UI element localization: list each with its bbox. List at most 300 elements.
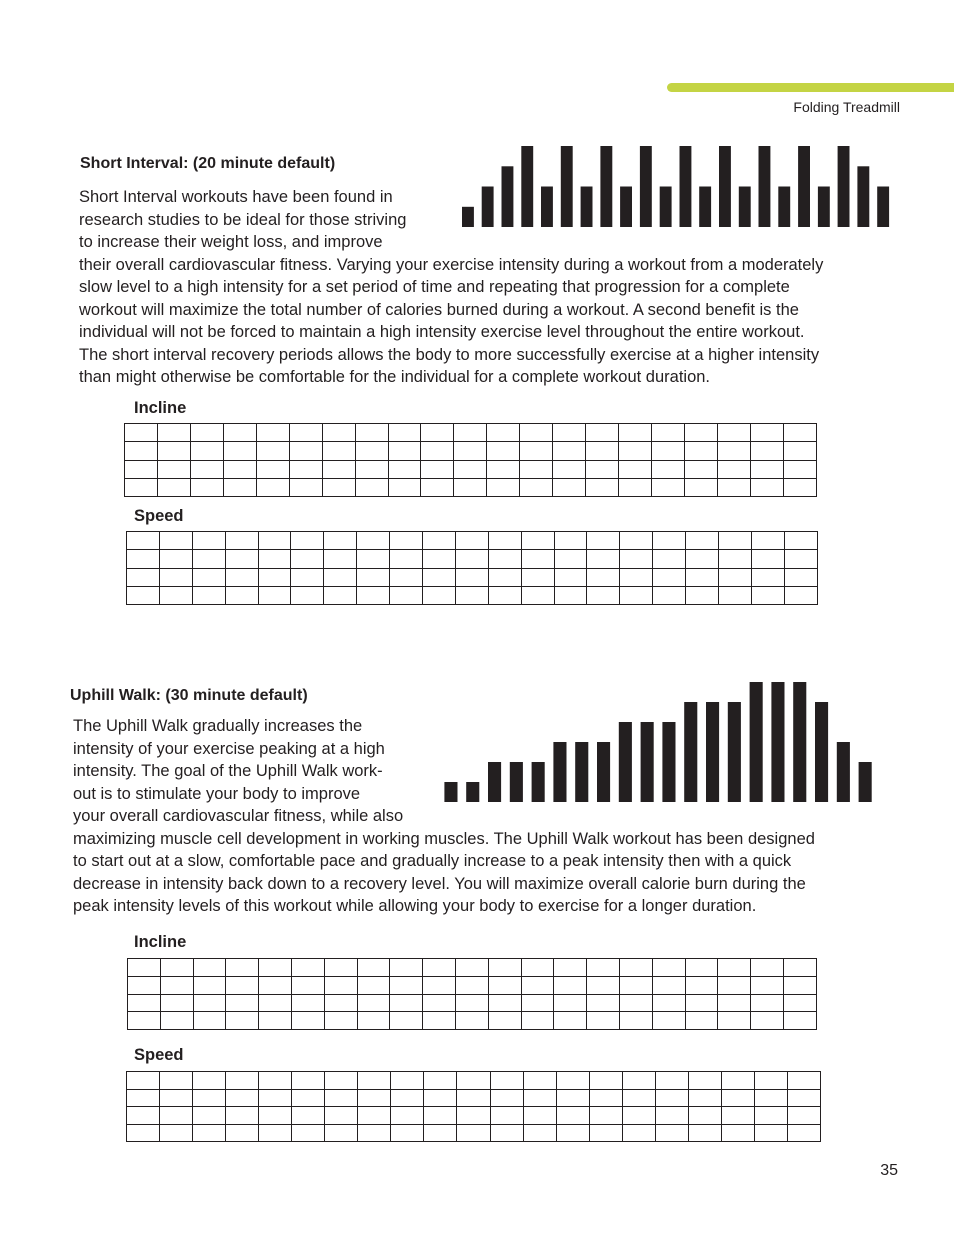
grid-cell[interactable] [490,1124,523,1142]
grid-cell[interactable] [355,442,388,460]
grid-cell[interactable] [589,1107,622,1125]
grid-cell[interactable] [622,1072,655,1090]
grid-cell[interactable] [390,959,423,977]
grid-cell[interactable] [586,460,619,478]
grid-cell[interactable] [421,442,454,460]
grid-cell[interactable] [423,568,456,586]
grid-cell[interactable] [357,1012,390,1030]
grid-cell[interactable] [390,994,423,1012]
grid-cell[interactable] [619,460,652,478]
grid-cell[interactable] [423,586,456,604]
grid-cell[interactable] [157,460,190,478]
grid-cell[interactable] [454,478,487,496]
grid-cell[interactable] [160,1107,193,1125]
grid-cell[interactable] [127,586,160,604]
grid-cell[interactable] [258,568,291,586]
grid-cell[interactable] [225,568,258,586]
grid-cell[interactable] [258,532,291,550]
grid-cell[interactable] [291,568,324,586]
grid-cell[interactable] [322,424,355,442]
grid-cell[interactable] [160,1089,193,1107]
grid-cell[interactable] [193,1072,226,1090]
grid-cell[interactable] [523,1089,556,1107]
grid-cell[interactable] [455,532,488,550]
grid-cell[interactable] [553,442,586,460]
grid-cell[interactable] [520,478,553,496]
grid-cell[interactable] [390,532,423,550]
grid-cell[interactable] [751,959,784,977]
grid-cell[interactable] [620,532,653,550]
grid-cell[interactable] [589,1089,622,1107]
grid-cell[interactable] [457,1124,490,1142]
grid-cell[interactable] [457,1089,490,1107]
grid-cell[interactable] [128,994,161,1012]
grid-cell[interactable] [256,460,289,478]
grid-cell[interactable] [455,550,488,568]
grid-cell[interactable] [684,460,717,478]
grid-cell[interactable] [390,976,423,994]
grid-cell[interactable] [325,1072,358,1090]
grid-cell[interactable] [488,959,521,977]
grid-cell[interactable] [226,959,259,977]
grid-cell[interactable] [190,460,223,478]
grid-cell[interactable] [159,532,192,550]
grid-cell[interactable] [488,1012,521,1030]
grid-cell[interactable] [289,424,322,442]
grid-cell[interactable] [523,1124,556,1142]
grid-cell[interactable] [586,442,619,460]
grid-cell[interactable] [553,460,586,478]
grid-cell[interactable] [127,532,160,550]
grid-cell[interactable] [390,586,423,604]
grid-cell[interactable] [718,959,751,977]
grid-cell[interactable] [390,550,423,568]
grid-cell[interactable] [718,994,751,1012]
grid-cell[interactable] [358,1072,391,1090]
grid-cell[interactable] [783,976,816,994]
grid-cell[interactable] [457,1072,490,1090]
grid-cell[interactable] [655,1107,688,1125]
grid-cell[interactable] [256,478,289,496]
grid-cell[interactable] [783,442,816,460]
grid-cell[interactable] [686,532,719,550]
grid-cell[interactable] [554,550,587,568]
grid-cell[interactable] [127,550,160,568]
grid-cell[interactable] [620,568,653,586]
grid-cell[interactable] [259,1072,292,1090]
grid-cell[interactable] [423,994,456,1012]
grid-cell[interactable] [391,1072,424,1090]
grid-cell[interactable] [718,1012,751,1030]
grid-cell[interactable] [128,959,161,977]
grid-cell[interactable] [291,532,324,550]
grid-cell[interactable] [556,1089,589,1107]
grid-cell[interactable] [686,586,719,604]
grid-cell[interactable] [259,1107,292,1125]
grid-cell[interactable] [226,1107,259,1125]
grid-cell[interactable] [160,959,193,977]
grid-cell[interactable] [325,1107,358,1125]
grid-cell[interactable] [291,550,324,568]
grid-cell[interactable] [259,994,292,1012]
grid-cell[interactable] [719,586,752,604]
grid-cell[interactable] [784,568,817,586]
grid-cell[interactable] [688,1107,721,1125]
grid-cell[interactable] [652,460,685,478]
grid-cell[interactable] [355,478,388,496]
grid-cell[interactable] [488,550,521,568]
grid-cell[interactable] [289,478,322,496]
grid-cell[interactable] [455,959,488,977]
grid-cell[interactable] [322,460,355,478]
grid-cell[interactable] [622,1124,655,1142]
grid-cell[interactable] [717,442,750,460]
grid-cell[interactable] [226,994,259,1012]
grid-cell[interactable] [652,959,685,977]
grid-cell[interactable] [325,1124,358,1142]
grid-cell[interactable] [292,1124,325,1142]
grid-cell[interactable] [423,1012,456,1030]
grid-cell[interactable] [587,532,620,550]
grid-cell[interactable] [125,460,158,478]
grid-cell[interactable] [521,532,554,550]
grid-cell[interactable] [193,976,226,994]
grid-cell[interactable] [357,586,390,604]
grid-cell[interactable] [750,424,783,442]
grid-cell[interactable] [488,976,521,994]
grid-cell[interactable] [324,586,357,604]
grid-cell[interactable] [289,460,322,478]
grid-cell[interactable] [521,568,554,586]
grid-cell[interactable] [721,1124,754,1142]
grid-cell[interactable] [783,478,816,496]
grid-cell[interactable] [490,1107,523,1125]
grid-cell[interactable] [259,959,292,977]
grid-cell[interactable] [488,586,521,604]
grid-cell[interactable] [652,442,685,460]
grid-cell[interactable] [554,1012,587,1030]
grid-cell[interactable] [192,568,225,586]
grid-cell[interactable] [652,976,685,994]
grid-cell[interactable] [750,460,783,478]
grid-cell[interactable] [259,976,292,994]
grid-cell[interactable] [750,442,783,460]
grid-cell[interactable] [160,976,193,994]
grid-cell[interactable] [192,532,225,550]
grid-cell[interactable] [520,460,553,478]
grid-cell[interactable] [127,1107,160,1125]
grid-cell[interactable] [487,442,520,460]
grid-cell[interactable] [520,424,553,442]
grid-cell[interactable] [784,532,817,550]
grid-cell[interactable] [157,478,190,496]
grid-cell[interactable] [454,424,487,442]
grid-cell[interactable] [653,532,686,550]
grid-cell[interactable] [322,478,355,496]
grid-cell[interactable] [190,478,223,496]
grid-cell[interactable] [554,532,587,550]
grid-cell[interactable] [717,424,750,442]
grid-cell[interactable] [721,1089,754,1107]
grid-cell[interactable] [554,586,587,604]
grid-cell[interactable] [554,959,587,977]
grid-cell[interactable] [487,478,520,496]
grid-cell[interactable] [719,550,752,568]
grid-cell[interactable] [787,1124,820,1142]
grid-cell[interactable] [125,442,158,460]
grid-cell[interactable] [125,424,158,442]
grid-cell[interactable] [324,532,357,550]
grid-cell[interactable] [619,994,652,1012]
grid-cell[interactable] [193,1089,226,1107]
grid-cell[interactable] [553,424,586,442]
grid-cell[interactable] [750,478,783,496]
grid-cell[interactable] [454,442,487,460]
grid-cell[interactable] [423,532,456,550]
grid-cell[interactable] [783,959,816,977]
grid-cell[interactable] [619,424,652,442]
grid-cell[interactable] [128,1012,161,1030]
grid-cell[interactable] [652,994,685,1012]
grid-cell[interactable] [784,550,817,568]
grid-cell[interactable] [652,424,685,442]
grid-cell[interactable] [686,550,719,568]
grid-cell[interactable] [655,1124,688,1142]
grid-cell[interactable] [292,1107,325,1125]
grid-cell[interactable] [751,586,784,604]
grid-cell[interactable] [586,424,619,442]
grid-cell[interactable] [127,1124,160,1142]
grid-cell[interactable] [223,442,256,460]
grid-cell[interactable] [721,1107,754,1125]
grid-cell[interactable] [488,532,521,550]
grid-cell[interactable] [652,1012,685,1030]
grid-cell[interactable] [423,959,456,977]
grid-cell[interactable] [226,1089,259,1107]
grid-cell[interactable] [455,994,488,1012]
grid-cell[interactable] [684,442,717,460]
grid-cell[interactable] [488,568,521,586]
grid-cell[interactable] [523,1107,556,1125]
grid-cell[interactable] [391,1124,424,1142]
grid-cell[interactable] [324,976,357,994]
grid-cell[interactable] [322,442,355,460]
grid-cell[interactable] [586,478,619,496]
grid-cell[interactable] [256,442,289,460]
grid-cell[interactable] [256,424,289,442]
grid-cell[interactable] [128,976,161,994]
grid-cell[interactable] [587,994,620,1012]
grid-cell[interactable] [587,550,620,568]
grid-cell[interactable] [225,550,258,568]
grid-cell[interactable] [523,1072,556,1090]
grid-cell[interactable] [190,442,223,460]
grid-cell[interactable] [292,1089,325,1107]
grid-cell[interactable] [391,1089,424,1107]
grid-cell[interactable] [160,1072,193,1090]
grid-cell[interactable] [159,568,192,586]
grid-cell[interactable] [556,1107,589,1125]
grid-cell[interactable] [324,994,357,1012]
grid-cell[interactable] [259,1089,292,1107]
grid-cell[interactable] [688,1124,721,1142]
grid-cell[interactable] [684,424,717,442]
grid-cell[interactable] [390,1012,423,1030]
grid-cell[interactable] [223,424,256,442]
grid-cell[interactable] [553,478,586,496]
grid-cell[interactable] [292,1072,325,1090]
grid-cell[interactable] [421,424,454,442]
grid-cell[interactable] [487,460,520,478]
grid-cell[interactable] [521,550,554,568]
grid-cell[interactable] [454,460,487,478]
grid-cell[interactable] [490,1072,523,1090]
grid-cell[interactable] [193,1012,226,1030]
uphill-walk-incline-grid[interactable] [127,958,817,1030]
grid-cell[interactable] [521,976,554,994]
grid-cell[interactable] [718,976,751,994]
grid-cell[interactable] [193,994,226,1012]
grid-cell[interactable] [421,478,454,496]
grid-cell[interactable] [324,1012,357,1030]
grid-cell[interactable] [455,568,488,586]
grid-cell[interactable] [783,994,816,1012]
grid-cell[interactable] [324,550,357,568]
grid-cell[interactable] [157,442,190,460]
grid-cell[interactable] [289,442,322,460]
grid-cell[interactable] [127,1072,160,1090]
grid-cell[interactable] [787,1107,820,1125]
grid-cell[interactable] [457,1107,490,1125]
grid-cell[interactable] [390,568,423,586]
grid-cell[interactable] [192,586,225,604]
grid-cell[interactable] [487,424,520,442]
grid-cell[interactable] [587,568,620,586]
grid-cell[interactable] [159,586,192,604]
grid-cell[interactable] [783,424,816,442]
grid-cell[interactable] [787,1072,820,1090]
grid-cell[interactable] [587,976,620,994]
grid-cell[interactable] [193,1124,226,1142]
grid-cell[interactable] [159,550,192,568]
grid-cell[interactable] [521,959,554,977]
grid-cell[interactable] [355,424,388,442]
grid-cell[interactable] [226,1012,259,1030]
grid-cell[interactable] [324,959,357,977]
short-interval-incline-grid[interactable] [124,423,817,497]
grid-cell[interactable] [556,1124,589,1142]
grid-cell[interactable] [259,1012,292,1030]
grid-cell[interactable] [291,994,324,1012]
grid-cell[interactable] [784,586,817,604]
grid-cell[interactable] [291,586,324,604]
grid-cell[interactable] [620,550,653,568]
grid-cell[interactable] [685,994,718,1012]
grid-cell[interactable] [190,424,223,442]
grid-cell[interactable] [787,1089,820,1107]
grid-cell[interactable] [685,976,718,994]
grid-cell[interactable] [652,478,685,496]
grid-cell[interactable] [717,478,750,496]
grid-cell[interactable] [357,976,390,994]
grid-cell[interactable] [717,460,750,478]
grid-cell[interactable] [754,1107,787,1125]
grid-cell[interactable] [291,1012,324,1030]
grid-cell[interactable] [291,976,324,994]
grid-cell[interactable] [754,1124,787,1142]
grid-cell[interactable] [556,1072,589,1090]
grid-cell[interactable] [655,1089,688,1107]
grid-cell[interactable] [521,994,554,1012]
grid-cell[interactable] [751,994,784,1012]
grid-cell[interactable] [160,1124,193,1142]
grid-cell[interactable] [388,478,421,496]
grid-cell[interactable] [751,976,784,994]
grid-cell[interactable] [358,1107,391,1125]
grid-cell[interactable] [127,568,160,586]
grid-cell[interactable] [589,1124,622,1142]
grid-cell[interactable] [521,1012,554,1030]
grid-cell[interactable] [421,460,454,478]
grid-cell[interactable] [653,586,686,604]
grid-cell[interactable] [589,1072,622,1090]
grid-cell[interactable] [125,478,158,496]
grid-cell[interactable] [684,478,717,496]
grid-cell[interactable] [424,1089,457,1107]
grid-cell[interactable] [719,568,752,586]
grid-cell[interactable] [685,959,718,977]
grid-cell[interactable] [685,1012,718,1030]
grid-cell[interactable] [424,1072,457,1090]
grid-cell[interactable] [554,568,587,586]
grid-cell[interactable] [554,994,587,1012]
grid-cell[interactable] [324,568,357,586]
grid-cell[interactable] [223,460,256,478]
grid-cell[interactable] [587,1012,620,1030]
grid-cell[interactable] [357,532,390,550]
grid-cell[interactable] [751,550,784,568]
grid-cell[interactable] [751,532,784,550]
grid-cell[interactable] [193,959,226,977]
grid-cell[interactable] [358,1089,391,1107]
grid-cell[interactable] [554,976,587,994]
grid-cell[interactable] [520,442,553,460]
grid-cell[interactable] [258,550,291,568]
grid-cell[interactable] [226,1124,259,1142]
grid-cell[interactable] [490,1089,523,1107]
grid-cell[interactable] [751,1012,784,1030]
grid-cell[interactable] [521,586,554,604]
grid-cell[interactable] [423,976,456,994]
grid-cell[interactable] [424,1107,457,1125]
grid-cell[interactable] [160,994,193,1012]
grid-cell[interactable] [226,976,259,994]
grid-cell[interactable] [686,568,719,586]
grid-cell[interactable] [259,1124,292,1142]
grid-cell[interactable] [223,478,256,496]
grid-cell[interactable] [225,532,258,550]
grid-cell[interactable] [622,1107,655,1125]
grid-cell[interactable] [721,1072,754,1090]
grid-cell[interactable] [357,994,390,1012]
grid-cell[interactable] [653,568,686,586]
grid-cell[interactable] [258,586,291,604]
grid-cell[interactable] [225,586,258,604]
grid-cell[interactable] [455,976,488,994]
grid-cell[interactable] [355,460,388,478]
grid-cell[interactable] [783,460,816,478]
grid-cell[interactable] [783,1012,816,1030]
